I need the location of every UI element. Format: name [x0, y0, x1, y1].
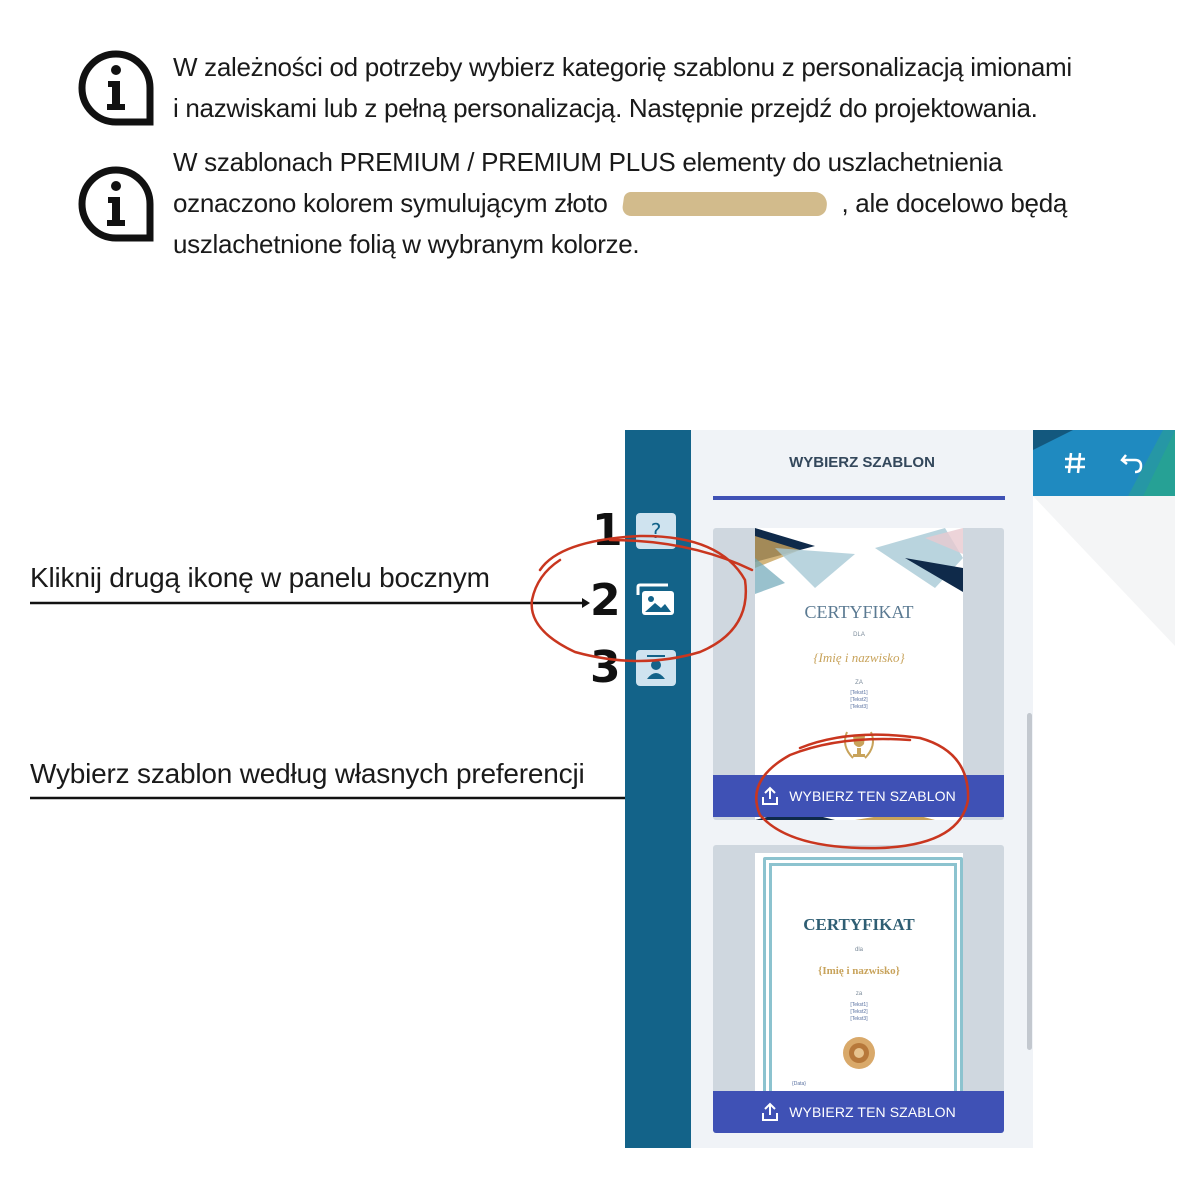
trophy-icon [839, 728, 879, 762]
help-icon: ? [650, 519, 662, 543]
panel-divider [713, 496, 1005, 500]
cert-name: {Imię i nazwisko} [813, 650, 905, 665]
choose-template-button[interactable] [713, 1091, 1004, 1133]
step-number-3: 3 [590, 642, 621, 693]
arrow-to-sidebar-icon [30, 595, 590, 611]
info-notice-2 [78, 147, 1068, 259]
grid-icon [1062, 450, 1088, 476]
geometric-decoration-icon [755, 528, 963, 598]
cert-tekst-2: [Tekst2] [850, 697, 868, 703]
cert-tekst-2: [Tekst2] [850, 1009, 868, 1015]
cert-tekst-1: [Tekst1] [850, 690, 868, 696]
cert-tekst-3: [Tekst3] [850, 704, 868, 710]
choose-template-button[interactable] [713, 775, 1004, 817]
cert-za: za [855, 991, 863, 997]
cert-title: CERTYFIKAT [804, 602, 914, 622]
info-line-part: oznaczono kolorem symulującym złoto [173, 188, 608, 218]
template-panel [691, 430, 1033, 1148]
info-line: W zależności od potrzeby wybierz kategorię szablonu z personalizacją imionami [173, 52, 1072, 82]
cert-date: {Data} [792, 1081, 806, 1087]
contact-card-icon [641, 653, 671, 683]
info-icon [78, 50, 154, 126]
info-line-part: , ale docelowo będą [841, 188, 1068, 218]
sidebar-templates-button[interactable] [636, 583, 676, 619]
template-card[interactable] [713, 845, 1004, 1133]
step-number-2: 2 [590, 575, 621, 626]
image-icon [636, 583, 676, 619]
info-line: uszlachetnione folią w wybranym kolorze. [173, 229, 640, 259]
sidebar [625, 430, 691, 1148]
choose-template-label: WYBIERZ TEN SZABLON [789, 788, 956, 804]
cert-za: ZA [855, 680, 863, 686]
toolbar-shadow [1033, 496, 1175, 646]
panel-scrollbar[interactable] [1027, 713, 1032, 1050]
upload-icon [761, 786, 779, 806]
undo-button[interactable] [1117, 448, 1147, 478]
cert-tekst-3: [Tekst3] [850, 1016, 868, 1022]
step-number-1: 1 [592, 505, 623, 556]
info-text-1 [173, 47, 1113, 129]
arrow-to-template-icon [30, 790, 710, 806]
cert-dla: DLA [853, 632, 865, 638]
gold-color-swatch [621, 192, 828, 216]
grid-toggle-button[interactable] [1060, 448, 1090, 478]
toolbar-background [1033, 430, 1175, 496]
sidebar-contacts-button[interactable] [636, 650, 676, 686]
template-card[interactable] [713, 528, 1004, 820]
undo-icon [1119, 450, 1145, 476]
instruction-step-sidebar: Kliknij drugą ikonę w panelu bocznym [30, 562, 490, 593]
cert-dla: dla [854, 947, 863, 953]
info-line: W szablonach PREMIUM / PREMIUM PLUS elementy do uszlachetnienia [173, 147, 1003, 177]
info-icon [78, 166, 154, 242]
upload-icon [761, 1102, 779, 1122]
panel-title: WYBIERZ SZABLON [789, 454, 935, 471]
cert-title: CERTYFIKAT [803, 915, 915, 934]
info-notice-1 [78, 50, 1072, 126]
instruction-step-template: Wybierz szablon według własnych preferencji [30, 758, 585, 789]
sidebar-help-button[interactable] [636, 513, 676, 549]
seal-icon [841, 1035, 877, 1071]
cert-tekst-1: [Tekst1] [850, 1002, 868, 1008]
info-text-2 [173, 142, 1113, 265]
cert-name: {Imię i nazwisko} [817, 965, 900, 977]
info-line: i nazwiskami lub z pełną personalizacją. Następnie przejdź do projektowania. [173, 93, 1038, 123]
top-toolbar [1033, 430, 1175, 496]
info-line [173, 183, 1113, 224]
choose-template-label: WYBIERZ TEN SZABLON [789, 1104, 956, 1120]
